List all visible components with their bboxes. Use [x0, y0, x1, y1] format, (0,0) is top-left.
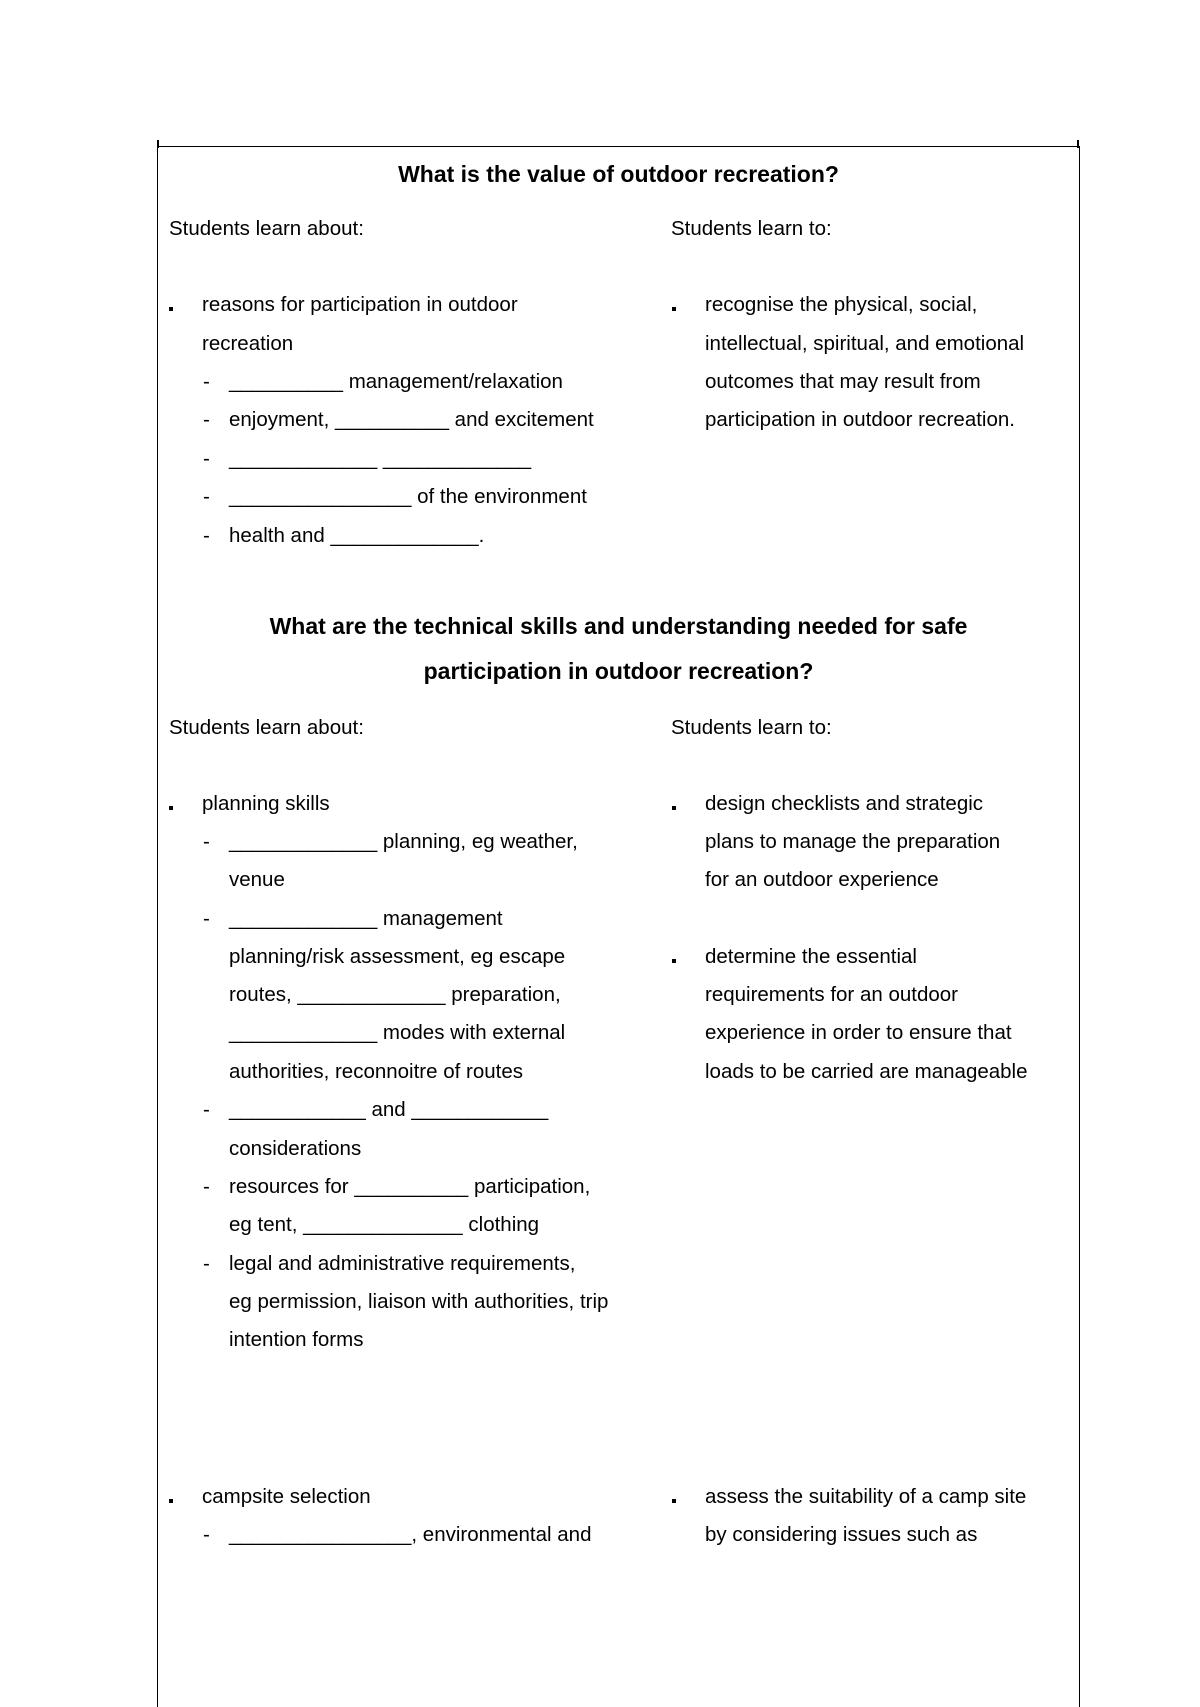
section2-sub-line: intention forms — [229, 1328, 364, 1351]
section2-sub-line: authorities, reconnoitre of routes — [229, 1060, 523, 1083]
section2-sub-line: planning/risk assessment, eg escape — [229, 945, 566, 968]
section2-right-line: by considering issues such as — [705, 1523, 978, 1546]
section2-right-line: plans to manage the preparation — [705, 830, 1001, 853]
section1-right-line: recognise the physical, social, — [705, 293, 978, 316]
section1-subitem: _____________ _____________ — [229, 447, 532, 470]
section2-left-item-campsite: campsite selection — [202, 1485, 371, 1508]
bullet — [672, 959, 676, 963]
section2-sub-line: routes, _____________ preparation, — [229, 983, 561, 1006]
section1-right-line: participation in outdoor recreation. — [705, 408, 1015, 431]
dash: - — [203, 1252, 210, 1275]
bullet — [672, 1499, 676, 1503]
section2-right-line: design checklists and strategic — [705, 792, 984, 815]
bullet — [672, 806, 676, 810]
section1-left-label: Students learn about: — [169, 217, 364, 240]
section2-heading-line1: What are the technical skills and understanding needed for safe — [269, 613, 968, 639]
section1-right-line: outcomes that may result from — [705, 370, 981, 393]
section2-right-line: for an outdoor experience — [705, 868, 939, 891]
section2-campsite-sub: ________________, environmental and — [229, 1523, 592, 1546]
section1-right-label: Students learn to: — [671, 217, 832, 240]
section2-sub-line: _____________ management — [229, 907, 503, 930]
section2-right-label: Students learn to: — [671, 716, 832, 739]
dash: - — [203, 1175, 210, 1198]
section2-left-item: planning skills — [202, 792, 330, 815]
section1-heading: What is the value of outdoor recreation? — [398, 161, 839, 187]
table-corner-right — [1077, 140, 1079, 148]
dash: - — [203, 370, 210, 393]
table-corner-left — [157, 140, 159, 148]
dash: - — [203, 485, 210, 508]
section2-right-line: requirements for an outdoor — [705, 983, 958, 1006]
section1-subitem: __________ management/relaxation — [229, 370, 563, 393]
section2-right-line: assess the suitability of a camp site — [705, 1485, 1027, 1508]
bullet — [672, 307, 676, 311]
section1-subitem: enjoyment, __________ and excitement — [229, 408, 594, 431]
dash: - — [203, 1523, 210, 1546]
section1-right-line: intellectual, spiritual, and emotional — [705, 332, 1025, 355]
section2-right-line: loads to be carried are manageable — [705, 1060, 1028, 1083]
bullet — [169, 1499, 173, 1503]
section2-sub-line: _____________ planning, eg weather, — [229, 830, 578, 853]
dash: - — [203, 408, 210, 431]
dash: - — [203, 907, 210, 930]
section2-sub-line: ____________ and ____________ — [229, 1098, 549, 1121]
section2-sub-line: eg tent, ______________ clothing — [229, 1213, 540, 1236]
section2-sub-line: resources for __________ participation, — [229, 1175, 591, 1198]
dash: - — [203, 447, 210, 470]
section1-left-item: reasons for participation in outdoor — [202, 293, 518, 316]
section2-left-label: Students learn about: — [169, 716, 364, 739]
section2-right-line: determine the essential — [705, 945, 917, 968]
section2-sub-line: eg permission, liaison with authorities, trip — [229, 1290, 609, 1313]
section2-right-line: experience in order to ensure that — [705, 1021, 1012, 1044]
section2-heading-line2: participation in outdoor recreation? — [423, 658, 814, 684]
section1-subitem: ________________ of the environment — [229, 485, 587, 508]
bullet — [169, 307, 173, 311]
section2-sub-line: legal and administrative requirements, — [229, 1252, 576, 1275]
section2-sub-line: venue — [229, 868, 285, 891]
bullet — [169, 806, 173, 810]
dash: - — [203, 830, 210, 853]
dash: - — [203, 524, 210, 547]
dash: - — [203, 1098, 210, 1121]
section1-left-item-cont: recreation — [202, 332, 294, 355]
section1-subitem: health and _____________. — [229, 524, 485, 547]
section2-sub-line: considerations — [229, 1137, 362, 1160]
section2-sub-line: _____________ modes with external — [229, 1021, 566, 1044]
